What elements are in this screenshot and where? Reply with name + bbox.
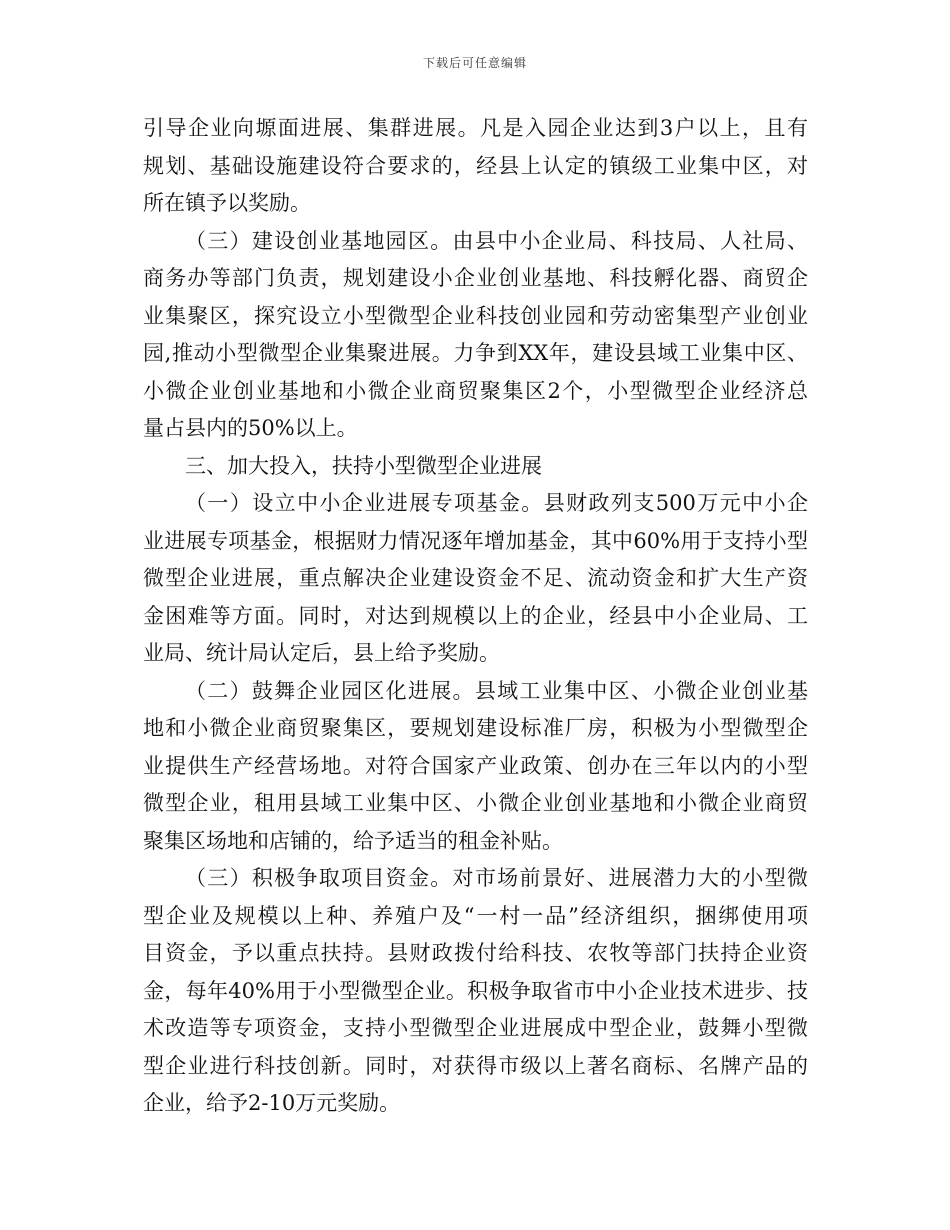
text-line: 型企业及规模以上种、养殖户及“一村一品”经济组织，捆绑使用项 — [143, 903, 808, 928]
text-line: 目资金，予以重点扶持。县财政拨付给科技、农牧等部门扶持企业资 — [143, 941, 808, 965]
section-heading-line: （一）设立中小企业进展专项基金。县财政列支500万元中小企 — [185, 491, 808, 515]
text-line: 金，每年40%用于小型微型企业。积极争取省市中小企业技术进步、技 — [143, 978, 808, 1003]
text-line: 商务办等部门负责，规划建设小企业创业基地、科技孵化器、商贸企 — [143, 266, 808, 290]
text-line: 规划、基础设施建设符合要求的，经县上认定的镇级工业集中区，对 — [143, 153, 808, 178]
text-line: 业局、统计局认定后，县上给予奖励。 — [143, 641, 500, 665]
text-line: 园,推动小型微型企业集聚进展。力争到XX年，建设县域工业集中区、 — [143, 341, 808, 365]
text-line: 术改造等专项资金，支持小型微型企业进展成中型企业，鼓舞小型微 — [143, 1016, 808, 1040]
text-line: 金困难等方面。同时，对达到规模以上的企业，经县中小企业局、工 — [143, 603, 808, 628]
text-line: 引导企业向塬面进展、集群进展。凡是入园企业达到3户以上，且有 — [143, 116, 808, 140]
text-line: 微型企业进展，重点解决企业建设资金不足、流动资金和扩大生产资 — [143, 566, 808, 590]
section-heading-line: （二）鼓舞企业园区化进展。县域工业集中区、小微企业创业基 — [185, 678, 808, 703]
page-header-note: 下载后可任意编辑 — [422, 56, 527, 70]
text-line: 业提供生产经营场地。对符合国家产业政策、创办在三年以内的小型 — [143, 753, 808, 778]
text-line: 业进展专项基金，根据财力情况逐年增加基金，其中60%用于支持小型 — [143, 528, 808, 553]
document-body — [143, 113, 808, 1126]
text-line: 小微企业创业基地和小微企业商贸聚集区2个，小型微型企业经济总 — [143, 378, 808, 403]
text-line: 所在镇予以奖励。 — [143, 191, 311, 215]
text-line: 业集聚区，探究设立小型微型企业科技创业园和劳动密集型产业创业 — [143, 303, 808, 328]
chapter-heading: 三、加大投入，扶持小型微型企业进展 — [185, 453, 542, 478]
text-line: 聚集区场地和店铺的，给予适当的租金补贴。 — [143, 828, 563, 853]
text-line: 型企业进行科技创新。同时，对获得市级以上著名商标、名牌产品的 — [143, 1053, 808, 1078]
text-line: 企业，给予2-10万元奖励。 — [143, 1091, 401, 1115]
text-line: 微型企业，租用县域工业集中区、小微企业创业基地和小微企业商贸 — [143, 791, 808, 815]
text-line: 量占县内的50%以上。 — [143, 416, 358, 440]
section-heading-line: （三）建设创业基地园区。由县中小企业局、科技局、人社局、 — [185, 228, 808, 253]
section-heading-line: （三）积极争取项目资金。对市场前景好、进展潜力大的小型微 — [185, 866, 808, 890]
text-line: 地和小微企业商贸聚集区，要规划建设标准厂房，积极为小型微型企 — [143, 716, 808, 740]
